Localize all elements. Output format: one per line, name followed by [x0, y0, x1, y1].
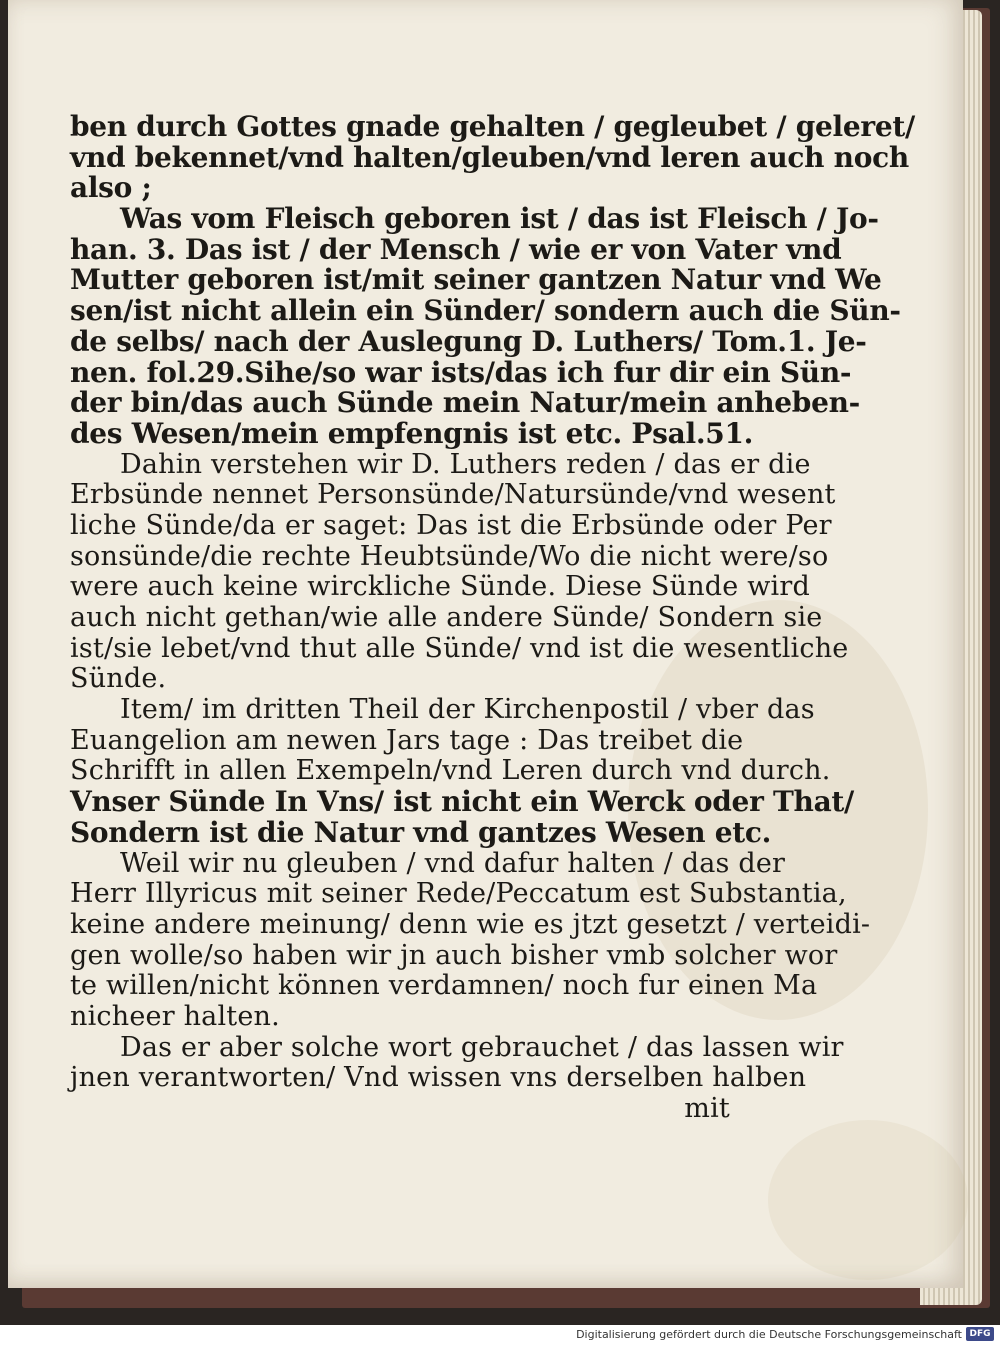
text-line: Sondern ist die Natur vnd gantzes Wesen etc. — [70, 815, 772, 849]
text-line: Erbsünde nennet Personsünde/Natursünde/vnd wesent — [70, 479, 836, 511]
text-line: des Wesen/mein empfengnis ist etc. Psal.51. — [70, 416, 754, 450]
text-line: vnd bekennet/vnd halten/gleuben/vnd leren auch noch — [70, 140, 909, 174]
text-line: Schrifft in allen Exempeln/vnd Leren durch vnd durch. — [70, 755, 831, 787]
catchword: mit — [684, 1093, 730, 1124]
text-line: Dahin verstehen wir D. Luthers reden / das er die — [120, 448, 811, 480]
text-line: Item/ im dritten Theil der Kirchenpostil / vber das — [120, 694, 815, 726]
text-line: Herr Illyricus mit seiner Rede/Peccatum est Substantia, — [70, 878, 847, 910]
text-line: Euangelion am newen Jars tage : Das treibet die — [70, 724, 744, 756]
text-line: de selbs/ nach der Auslegung D. Luthers/ Tom.1. Je- — [70, 324, 867, 358]
text-line: Weil wir nu gleuben / vnd dafur halten / das der — [120, 847, 786, 879]
text-line: also ; — [70, 171, 152, 205]
text-line: der bin/das auch Sünde mein Natur/mein anheben- — [70, 386, 860, 420]
text-line: ist/sie lebet/vnd thut alle Sünde/ vnd ist die wesentliche — [70, 632, 849, 664]
text-line: ben durch Gottes gnade gehalten / gegleubet / geleret/ — [70, 110, 915, 143]
text-line: jnen verantworten/ Vnd wissen vns derselben halben — [70, 1062, 807, 1094]
text-line: Vnser Sünde In Vns/ ist nicht ein Werck oder That/ — [70, 785, 854, 819]
text-line: sen/ist nicht allein ein Sünder/ sondern auch die Sün- — [70, 294, 901, 328]
text-line: nen. fol.29.Sihe/so war ists/das ich fur dir ein Sün- — [70, 355, 852, 389]
text-line: keine andere meinung/ denn wie es jtzt gesetzt / verteidi- — [70, 908, 871, 940]
text-line: sonsünde/die rechte Heubtsünde/Wo die nicht were/so — [70, 540, 829, 572]
page-stain — [768, 1120, 968, 1280]
text-line: auch nicht gethan/wie alle andere Sünde/ Sondern sie — [70, 602, 823, 633]
text-line: gen wolle/so haben wir jn auch bisher vmb solcher wor — [70, 939, 838, 971]
page-text — [70, 110, 915, 1125]
text-line: Was vom Fleisch geboren ist / das ist Fleisch / Jo- — [120, 202, 879, 236]
text-line: nicheer halten. — [70, 1000, 280, 1032]
text-line: Sünde. — [70, 663, 167, 695]
text-line: Mutter geboren ist/mit seiner gantzen Natur vnd We — [70, 263, 882, 297]
funding-credit: Digitalisierung gefördert durch die Deutsche Forschungsgemeinschaft — [576, 1328, 962, 1341]
book-page — [8, 0, 963, 1288]
text-line: liche Sünde/da er saget: Das ist die Erbsünde oder Per — [70, 509, 832, 541]
text-line: han. 3. Das ist / der Mensch / wie er von Vater vnd — [70, 232, 842, 266]
dfg-logo-icon: DFG — [966, 1327, 994, 1341]
text-line: Das er aber solche wort gebrauchet / das lassen wir — [120, 1031, 844, 1063]
text-line: te willen/nicht können verdamnen/ noch fur einen Ma — [70, 970, 818, 1002]
text-line: were auch keine wirckliche Sünde. Diese Sünde wird — [70, 571, 810, 603]
